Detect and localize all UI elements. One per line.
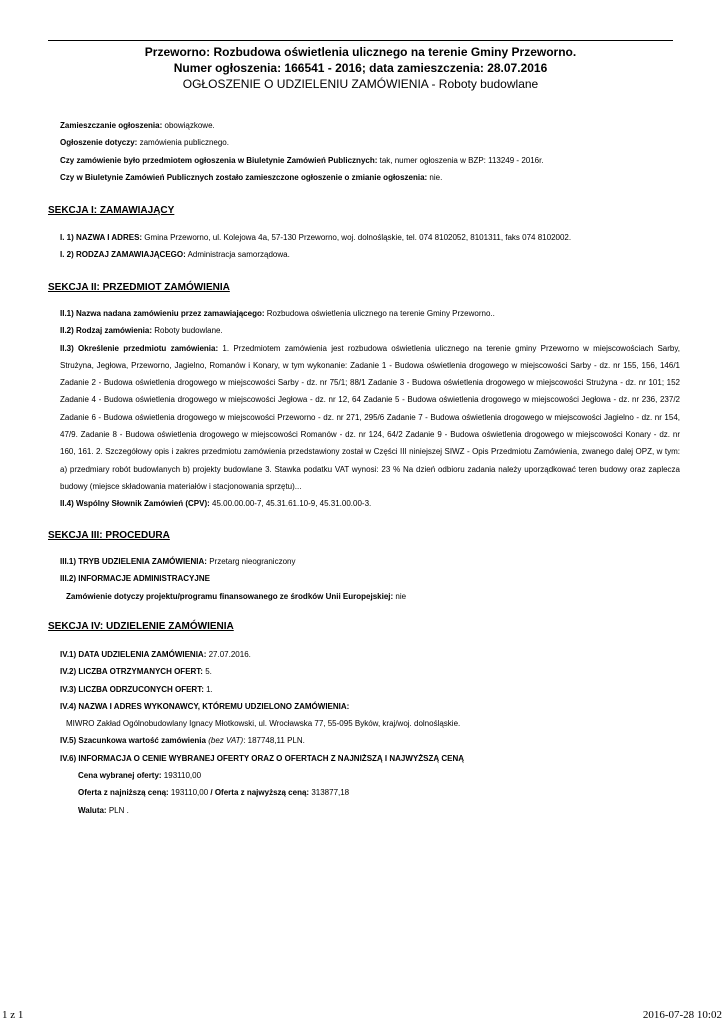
- section-1-row: I. 2) RODZAJ ZAMAWIAJĄCEGO: Administracja samorządowa.: [60, 250, 290, 260]
- section-4-row: IV.4) NAZWA I ADRES WYKONAWCY, KTÓREMU UDZIELONO ZAMÓWIENIA:: [60, 701, 350, 711]
- subject-description: II.3) Określenie przedmiotu zamówienia: 1. Przedmiotem zamówienia jest rozbudowa oświetlenia ulicznego na terenie gminy Przeworno w miejscowościach Sarby, Strużyna, Jegłowa, Przeworno, Jagielno, Romanów i Konary, w tym wykonanie: Zadanie 1 - Budowa oświetlenia drogowego w miejscowości Sarby - dz. nr 155, 156, 146/1 Zadanie 2 - Budowa oświetlenia drogowego w miejscowości Sarby - dz. nr 75/1; 88/1 Zadanie 3 - Budowa oświetlenia drogowego w miejscowości Strużyna - dz. nr 101; 152 Zadanie 4 - Budowa oświetlenia drogowego w miejscowości Jegłowa - dz. nr 12, 64 Zadanie 5 - Budowa oświetlenia drogowego w miejscowości Jegłowa - dz. nr 236, 237/2 Zadanie 6 - Budowa oświetlenia drogowego w miejscowości Przeworno - dz. nr 271, 295/6 Zadanie 7 - Budowa oświetlenia drogowego w miejscowości Jagielno - dz. nr 154, 47/9. Zadanie 8 - Budowa oświetlenia drogowego w miejscowości Romanów - dz. nr 124, 64/2 Zadanie 9 - Budowa oświetlenia drogowego w miejscowości Konary - dz. nr 160, 161. 2. Szczegółowy opis i zakres przedmiotu zamówienia przedstawiony został w Części III niniejszej SIWZ - Opis Przedmiotu Zamówienia, zwanego dalej OPZ, w tym: a) przedmiary robót budowlanych b) projekty budowlane 3. Stawka podatku VAT wynosi: 23 % Na dzień odbioru zadania należy uporządkować teren budowy oraz zaplecza budowy (miejsce składowania materiałów i stacjonowania sprzętu)...: [60, 343, 680, 491]
- section-3-block: [60, 553, 680, 605]
- section-3-row: III.1) TRYB UDZIELENIA ZAMÓWIENIA: Przetarg nieograniczony: [60, 557, 296, 566]
- top-rule: [48, 40, 673, 41]
- intro-row: Zamieszczanie ogłoszenia: obowiązkowe.: [60, 121, 215, 130]
- intro-row: Czy w Biuletynie Zamówień Publicznych zostało zamieszczone ogłoszenie o zmianie ogłoszenia: nie.: [60, 172, 443, 182]
- currency: Waluta: PLN .: [78, 805, 129, 815]
- announcement-number: Numer ogłoszenia: 166541 - 2016; data zamieszczenia: 28.07.2016: [173, 61, 548, 75]
- section-1-title: SEKCJA I: ZAMAWIAJĄCY: [48, 205, 175, 216]
- section-1-row: I. 1) NAZWA I ADRES: Gmina Przeworno, ul. Kolejowa 4a, 57-130 Przeworno, woj. dolnośląskie, tel. 074 8102052, 8101311, faks 074 8102002.: [60, 233, 572, 242]
- section-1-block: [60, 229, 680, 264]
- section-4-title: SEKCJA IV: UDZIELENIE ZAMÓWIENIA: [48, 621, 234, 632]
- section-4-row: IV.1) DATA UDZIELENIA ZAMÓWIENIA: 27.07.2016.: [60, 650, 251, 659]
- section-4-row: IV.2) LICZBA OTRZYMANYCH OFERT: 5.: [60, 667, 212, 677]
- section-2-row: II.1) Nazwa nadana zamówieniu przez zamawiającego: Rozbudowa oświetlenia ulicznego na terenie Gminy Przeworno..: [60, 309, 495, 318]
- document-title: Przeworno: Rozbudowa oświetlenia ulicznego na terenie Gminy Przeworno.: [144, 45, 577, 59]
- section-4-block: [60, 646, 680, 819]
- contractor-address: MIWRO Zakład Ogólnobudowlany Ignacy Młotkowski, ul. Wrocławska 77, 55-095 Byków, kraj/woj. dolnośląskie.: [66, 719, 461, 729]
- selected-price: Cena wybranej oferty: 193110,00: [78, 771, 202, 781]
- page-number: 1 z 1: [2, 1009, 24, 1021]
- section-4-row: IV.3) LICZBA ODRZUCONYCH OFERT: 1.: [60, 684, 213, 694]
- print-timestamp: 2016-07-28 10:02: [642, 1009, 722, 1021]
- intro-row: Ogłoszenie dotyczy: zamówienia publicznego.: [60, 138, 229, 148]
- section-2-row: II.4) Wspólny Słownik Zamówień (CPV): 45.00.00.00-7, 45.31.61.10-9, 45.31.00.00-3.: [60, 499, 372, 509]
- section-3-row: Zamówienie dotyczy projektu/programu finansowanego ze środków Unii Europejskiej: nie: [66, 591, 407, 601]
- document-header: [48, 44, 673, 92]
- section-4-row: IV.5) Szacunkowa wartość zamówienia (bez VAT): 187748,11 PLN.: [60, 736, 305, 746]
- intro-row: Czy zamówienie było przedmiotem ogłoszenia w Biuletynie Zamówień Publicznych: tak, numer ogłoszenia w BZP: 113249 - 2016r.: [60, 155, 544, 165]
- intro-block: [60, 117, 680, 186]
- section-3-row: III.2) INFORMACJE ADMINISTRACYJNE: [60, 574, 210, 584]
- announcement-type: OGŁOSZENIE O UDZIELENIU ZAMÓWIENIA - Roboty budowlane: [182, 77, 539, 91]
- section-4-row: IV.6) INFORMACJA O CENIE WYBRANEJ OFERTY ORAZ O OFERTACH Z NAJNIŻSZĄ I NAJWYŻSZĄ CENĄ: [60, 753, 465, 763]
- section-2-title: SEKCJA II: PRZEDMIOT ZAMÓWIENIA: [48, 282, 230, 293]
- section-3-title: SEKCJA III: PROCEDURA: [48, 530, 170, 541]
- price-range: Oferta z najniższą ceną: 193110,00 / Oferta z najwyższą ceną: 313877,18: [78, 788, 350, 798]
- section-2-row: II.2) Rodzaj zamówienia: Roboty budowlane.: [60, 326, 223, 336]
- section-2-block: [60, 305, 680, 513]
